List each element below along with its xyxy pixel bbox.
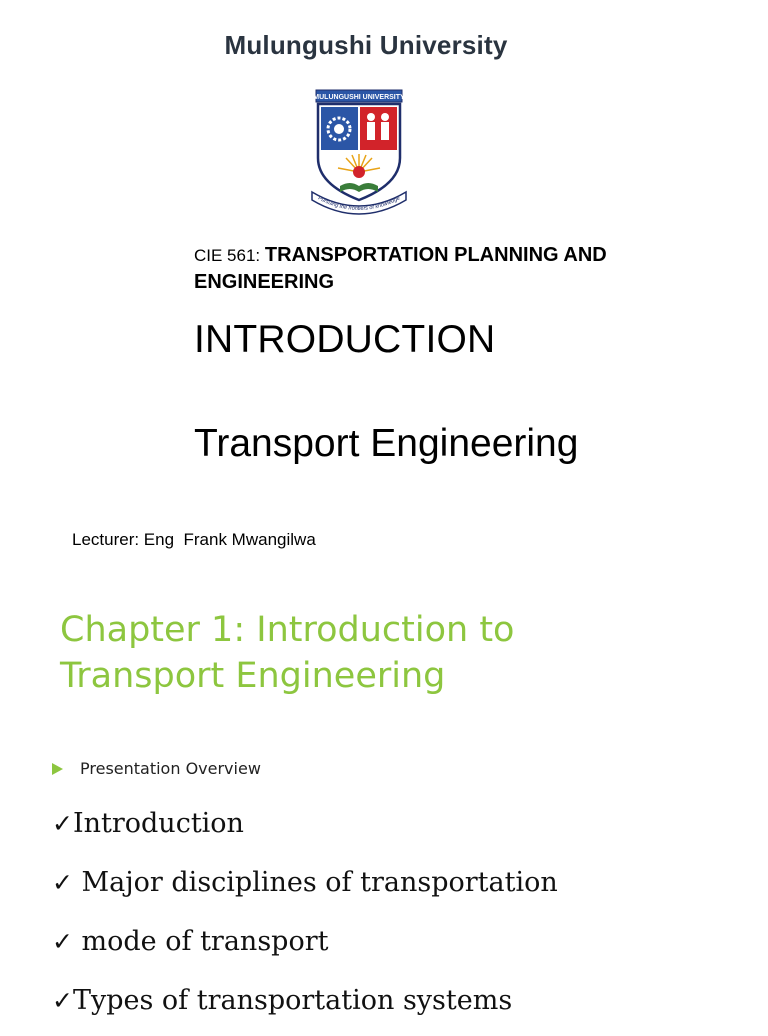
checkmark-icon: ✓ [52,986,73,1015]
chapter-heading-line-2: Transport Engineering [60,656,446,696]
list-item [52,918,752,977]
checkmark-icon: ✓ [52,868,73,897]
list-item-text: Introduction [72,808,244,839]
topic-list [52,800,752,1036]
chapter-heading [60,607,740,699]
crest-icon [308,88,410,218]
crest-banner-text: MULUNGUSHI UNIVERSITY [313,94,405,101]
list-item [52,977,752,1036]
chapter-heading-line-1: Chapter 1: Introduction to [60,610,515,650]
course-code: CIE 561: [194,246,265,265]
overview-bullet [52,759,261,778]
slide-title: INTRODUCTION [194,318,496,361]
list-item [52,800,752,859]
crest-motto-text: Pursuing the frontiers of knowledge [316,195,402,213]
list-item-text: mode of transport [72,926,329,957]
course-name: TRANSPORTATION PLANNING AND ENGINEERING [194,244,607,293]
slide-subtitle: Transport Engineering [194,422,579,465]
list-item [52,859,752,918]
list-item-text: Major disciplines of transportation [72,867,558,898]
checkmark-icon: ✓ [52,809,73,838]
overview-label: Presentation Overview [80,759,261,778]
lecturer-name: Lecturer: Eng Frank Mwangilwa [72,530,316,549]
university-name: Mulungushi University [224,30,508,60]
list-item-text: Types of transportation systems [72,985,513,1016]
triangle-bullet-icon [52,763,63,775]
university-crest-logo [308,88,410,218]
course-heading [194,242,714,295]
checkmark-icon: ✓ [52,927,73,956]
